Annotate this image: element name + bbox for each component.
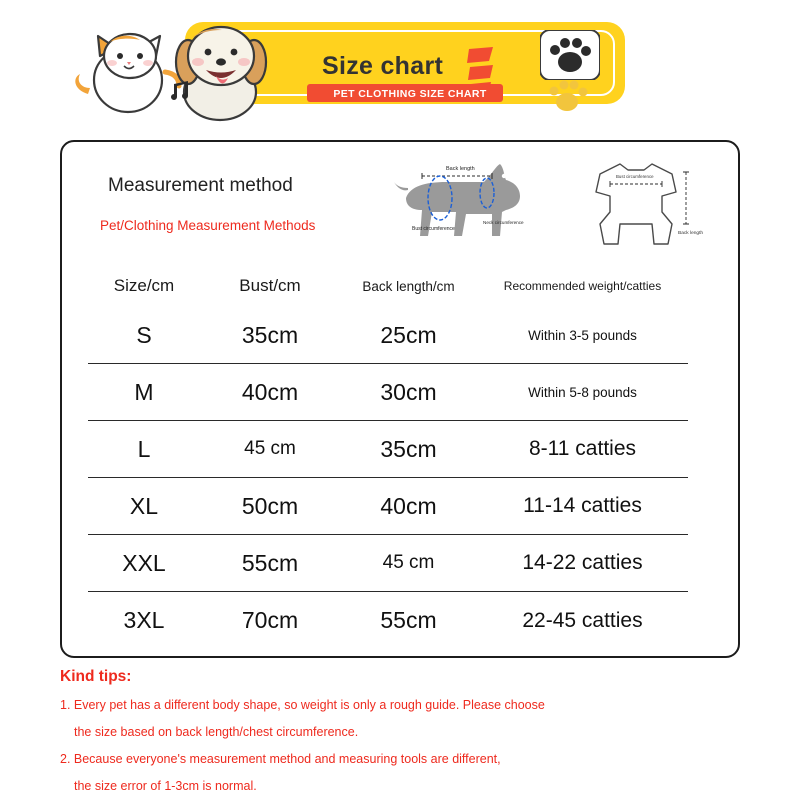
table-row bbox=[88, 307, 688, 364]
cell-back-length: 35cm bbox=[380, 435, 437, 462]
table-row bbox=[88, 592, 688, 649]
measurement-title: Measurement method bbox=[108, 175, 293, 196]
column-header-back-length: Back length/cm bbox=[362, 278, 455, 294]
svg-text:Back length: Back length bbox=[678, 231, 704, 236]
table-header-row bbox=[88, 265, 688, 307]
cell-weight: Within 3-5 pounds bbox=[528, 327, 637, 343]
cell-back-length: 25cm bbox=[380, 321, 437, 348]
column-header-size: Size/cm bbox=[113, 276, 175, 295]
cell-weight: 11-14 catties bbox=[523, 494, 642, 517]
banner-subtitle: PET CLOTHING SIZE CHART bbox=[333, 88, 487, 100]
cell-bust: 50cm bbox=[241, 492, 299, 519]
paw-print-icon bbox=[540, 30, 600, 80]
tip-line: 2. Because everyone's measurement method and measuring tools are different, bbox=[60, 752, 501, 767]
cell-size: 3XL bbox=[123, 607, 165, 633]
cell-bust: 45 cm bbox=[244, 438, 296, 459]
cell-size: L bbox=[137, 435, 151, 462]
cell-size: M bbox=[134, 378, 154, 405]
svg-text:Back length: Back length bbox=[446, 166, 475, 172]
cell-bust: 55cm bbox=[241, 549, 299, 576]
cell-weight: 14-22 catties bbox=[522, 551, 643, 574]
cell-bust: 35cm bbox=[241, 321, 299, 348]
table-row bbox=[88, 421, 688, 478]
cell-weight: Within 5-8 pounds bbox=[528, 384, 637, 400]
shirt-measurement-diagram bbox=[556, 150, 716, 258]
cell-bust: 40cm bbox=[241, 378, 299, 405]
dog-measurement-diagram bbox=[388, 152, 538, 252]
tip-line: the size error of 1-3cm is normal. bbox=[74, 779, 257, 794]
dog-illustration bbox=[158, 14, 283, 124]
paw-pad-icon bbox=[545, 75, 590, 115]
cell-back-length: 40cm bbox=[380, 492, 437, 519]
cell-size: XL bbox=[129, 492, 159, 519]
tips-title: Kind tips: bbox=[60, 668, 132, 685]
cell-size: S bbox=[136, 321, 152, 348]
tip-line: the size based on back length/chest circumference. bbox=[74, 725, 359, 740]
header-banner bbox=[0, 0, 800, 125]
cell-back-length: 45 cm bbox=[382, 552, 435, 573]
music-note-icon bbox=[168, 78, 194, 102]
svg-text:Bust circumference: Bust circumference bbox=[616, 174, 654, 179]
cell-back-length: 30cm bbox=[380, 378, 437, 405]
column-header-bust: Bust/cm bbox=[239, 276, 301, 295]
cell-back-length: 55cm bbox=[380, 607, 437, 633]
cell-weight: 22-45 catties bbox=[522, 608, 643, 632]
kind-tips-section bbox=[60, 668, 750, 800]
cell-bust: 70cm bbox=[241, 607, 299, 633]
table-row bbox=[88, 364, 688, 421]
cell-size: XXL bbox=[122, 549, 166, 576]
svg-text:Bust circumference: Bust circumference bbox=[412, 226, 455, 232]
size-table bbox=[88, 265, 688, 649]
measurement-subtitle: Pet/Clothing Measurement Methods bbox=[100, 218, 316, 233]
table-row bbox=[88, 535, 688, 592]
svg-text:Neck circumference: Neck circumference bbox=[483, 220, 524, 225]
tip-line: 1. Every pet has a different body shape, so weight is only a rough guide. Please choose bbox=[60, 698, 545, 712]
banner-title: Size chart bbox=[322, 52, 444, 80]
column-header-weight: Recommended weight/catties bbox=[503, 279, 662, 293]
cell-weight: 8-11 catties bbox=[529, 437, 636, 460]
table-row bbox=[88, 478, 688, 535]
